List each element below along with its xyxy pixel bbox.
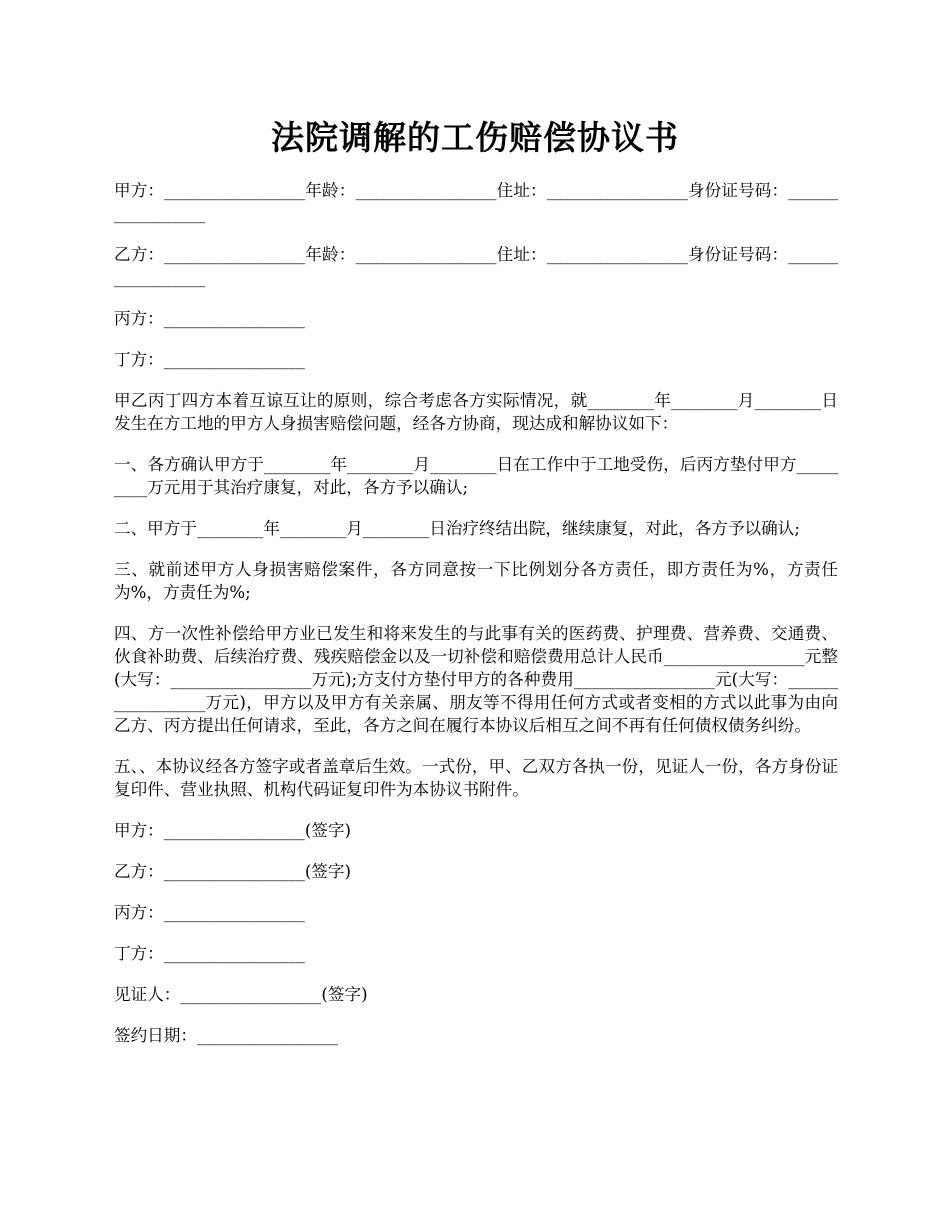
signature-party-d: 丁方：_________________ xyxy=(114,944,305,963)
clause-2: 二、甲方于________年________月________日治疗终结出院，继续康复，对此，各方予以确认; xyxy=(114,519,800,538)
signature-party-c: 丙方：_________________ xyxy=(114,903,305,922)
signature-party-a: 甲方：_________________(签字) xyxy=(114,821,351,840)
party-d-info: 丁方：_________________ xyxy=(114,350,305,369)
party-a-info: 甲方：_________________年龄：_________________住址：_________________身份证号码：_________________ xyxy=(114,181,838,223)
party-c-info: 丙方：_________________ xyxy=(114,309,305,328)
clause-5: 五、、本协议经各方签字或者盖章后生效。一式份，甲、乙双方各执一份，见证人一份，各方身份证复印件、营业执照、机构代码证复印件为本协议书附件。 xyxy=(114,757,838,799)
signature-witness: 见证人：_________________(签字) xyxy=(114,985,368,1004)
signing-date: 签约日期：_________________ xyxy=(114,1026,339,1045)
document-body xyxy=(114,179,838,1065)
clause-1: 一、各方确认甲方于________年________月________日在工作中于工地受伤，后丙方垫付甲方_________万元用于其治疗康复，对此，各方予以确认; xyxy=(114,455,838,497)
clause-3: 三、就前述甲方人身损害赔偿案件，各方同意按一下比例划分各方责任，即方责任为%，方责任为%，方责任为%; xyxy=(114,560,838,602)
document-title: 法院调解的工伤赔偿协议书 xyxy=(271,118,679,157)
preamble-paragraph: 甲乙丙丁四方本着互谅互让的原则，综合考虑各方实际情况，就________年________月________日发生在方工地的甲方人身损害赔偿问题，经各方协商，现达成和解协议如下： xyxy=(114,391,838,433)
signature-party-b: 乙方：_________________(签字) xyxy=(114,862,351,881)
party-b-info: 乙方：_________________年龄：_________________住址：_________________身份证号码：_________________ xyxy=(114,245,838,287)
clause-4: 四、方一次性补偿给甲方业已发生和将来发生的与此事有关的医药费、护理费、营养费、交通费、伙食补助费、后续治疗费、残疾赔偿金以及一切补偿和赔偿费用总计人民币_________________元整(大写：_________________万元);方支付方垫付甲方的各种费用_________________元(大写：_________________万元)，甲方以及甲方有关亲属、朋友等不得用任何方式或者变相的方式以此事为由向乙方、丙方提出任何请求，至此，各方之间在履行本协议后相互之间不再有任何债权债务纠纷。 xyxy=(114,624,838,735)
